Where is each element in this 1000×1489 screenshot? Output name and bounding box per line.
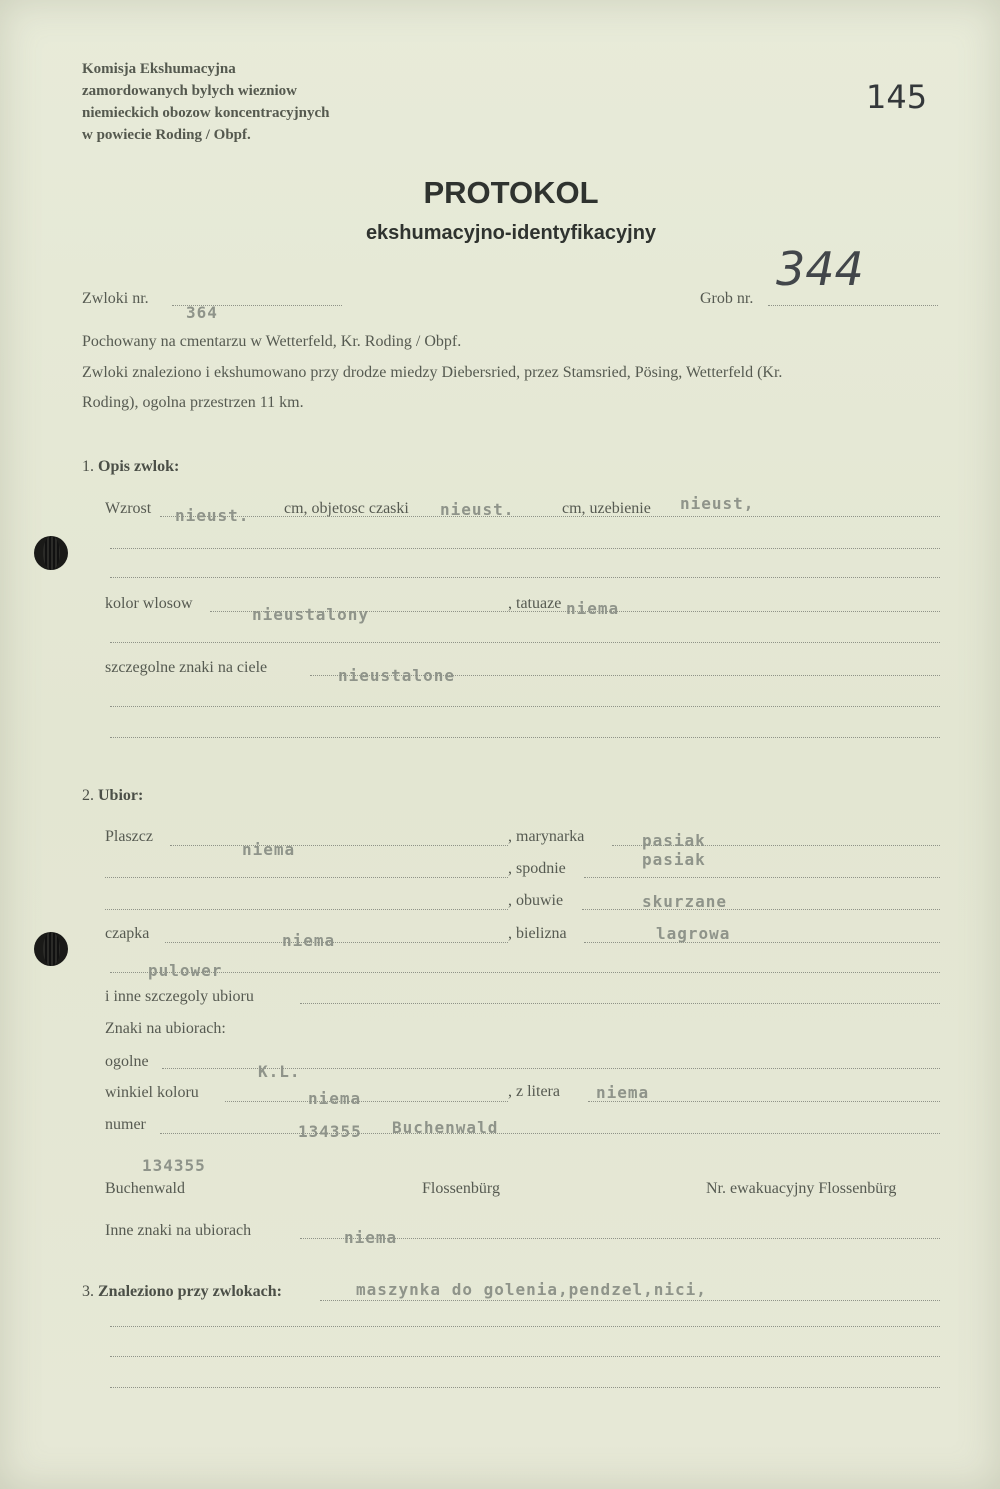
czapka-value: niema: [282, 931, 336, 950]
znaki-na-ciele-value: nieustalone: [338, 666, 455, 685]
flossenburg-label: Flossenbürg: [422, 1180, 500, 1197]
wzrost-value: nieust.: [175, 506, 250, 525]
header-line-2: zamordowanych bylych wiezniow: [82, 83, 297, 99]
kolor-wlosow-label: kolor wlosow: [105, 595, 193, 612]
numer-value: 134355: [298, 1122, 362, 1141]
inne-szczegoly-label: i inne szczegoly ubioru: [105, 988, 254, 1005]
pulower-value: pulower: [148, 961, 223, 980]
ogolne-label: ogolne: [105, 1053, 149, 1070]
czapka-label: czapka: [105, 925, 150, 942]
cm-uzebienie-label: cm, uzebienie: [562, 500, 651, 517]
spodnie-label: , spodnie: [508, 860, 566, 877]
numer-camp: Buchenwald: [392, 1118, 499, 1137]
page-number: 145: [866, 78, 928, 116]
znaleziono-line-2: Roding), ogolna przestrzen 11 km.: [82, 394, 304, 411]
section-3-heading: 3. Znaleziono przy zwlokach:: [82, 1283, 282, 1300]
znaki-na-ciele-label: szczegolne znaki na ciele: [105, 659, 268, 676]
numer-label: numer: [105, 1116, 146, 1133]
kolor-wlosow-value: nieustalony: [252, 605, 369, 624]
header-line-1: Komisja Ekshumacyjna: [82, 61, 236, 77]
cm-objetosc-label: cm, objetosc czaski: [284, 500, 409, 517]
punch-hole-bottom: [34, 932, 68, 966]
czaski-value: nieust.: [440, 500, 515, 519]
header-line-3: niemieckich obozow koncentracyjnych: [82, 105, 330, 121]
plaszcz-value: niema: [242, 840, 296, 859]
section-1-heading: 1. Opis zwlok:: [82, 458, 180, 475]
z-litera-value: niema: [596, 1083, 650, 1102]
winkiel-value: niema: [308, 1089, 362, 1108]
uzebienie-value: nieust,: [680, 494, 755, 513]
marynarka-label: , marynarka: [508, 828, 585, 845]
znaleziono-line-1: Zwloki znaleziono i ekshumowano przy drodze miedzy Diebersried, przez Stamsried, Pösing, Wetterfeld (Kr.: [82, 364, 783, 381]
inne-znaki-value: niema: [344, 1228, 398, 1247]
tatuaze-value: niema: [566, 599, 620, 618]
winkiel-label: winkiel koloru: [105, 1084, 199, 1101]
tatuaze-label: , tatuaze: [508, 595, 562, 612]
grob-label: Grob nr.: [700, 290, 754, 307]
buchenwald-number: 134355: [142, 1156, 206, 1175]
ogolne-value: K.L.: [258, 1062, 301, 1081]
nr-ewakuacyjny-label: Nr. ewakuacyjny Flossenbürg: [706, 1180, 897, 1197]
bielizna-value: lagrowa: [656, 924, 731, 943]
znaki-na-ubiorach-label: Znaki na ubiorach:: [105, 1020, 226, 1037]
section-2-heading: 2. Ubior:: [82, 787, 144, 804]
header-line-4: w powiecie Roding / Obpf.: [82, 127, 251, 143]
z-litera-label: , z litera: [508, 1083, 560, 1100]
wzrost-label: Wzrost: [105, 500, 152, 517]
inne-znaki-label: Inne znaki na ubiorach: [105, 1222, 252, 1239]
obuwie-label: , obuwie: [508, 892, 564, 909]
document-title: PROTOKOL: [423, 175, 599, 210]
zwloki-label: Zwloki nr.: [82, 290, 149, 307]
document-subtitle: ekshumacyjno-identyfikacyjny: [365, 222, 657, 244]
punch-hole-top: [34, 536, 68, 570]
pochowany-line: Pochowany na cmentarzu w Wetterfeld, Kr. Roding / Obpf.: [82, 333, 462, 350]
buchenwald-label: Buchenwald: [105, 1180, 185, 1197]
spodnie-value: pasiak: [642, 850, 706, 869]
zwloki-number: 364: [186, 303, 218, 322]
grob-number: 344: [776, 242, 864, 296]
obuwie-value: skurzane: [642, 892, 728, 911]
znaleziono-value: maszynka do golenia,pendzel,nici,: [356, 1280, 707, 1299]
marynarka-value: pasiak: [642, 831, 706, 850]
plaszcz-label: Plaszcz: [105, 828, 153, 845]
bielizna-label: , bielizna: [508, 925, 567, 942]
